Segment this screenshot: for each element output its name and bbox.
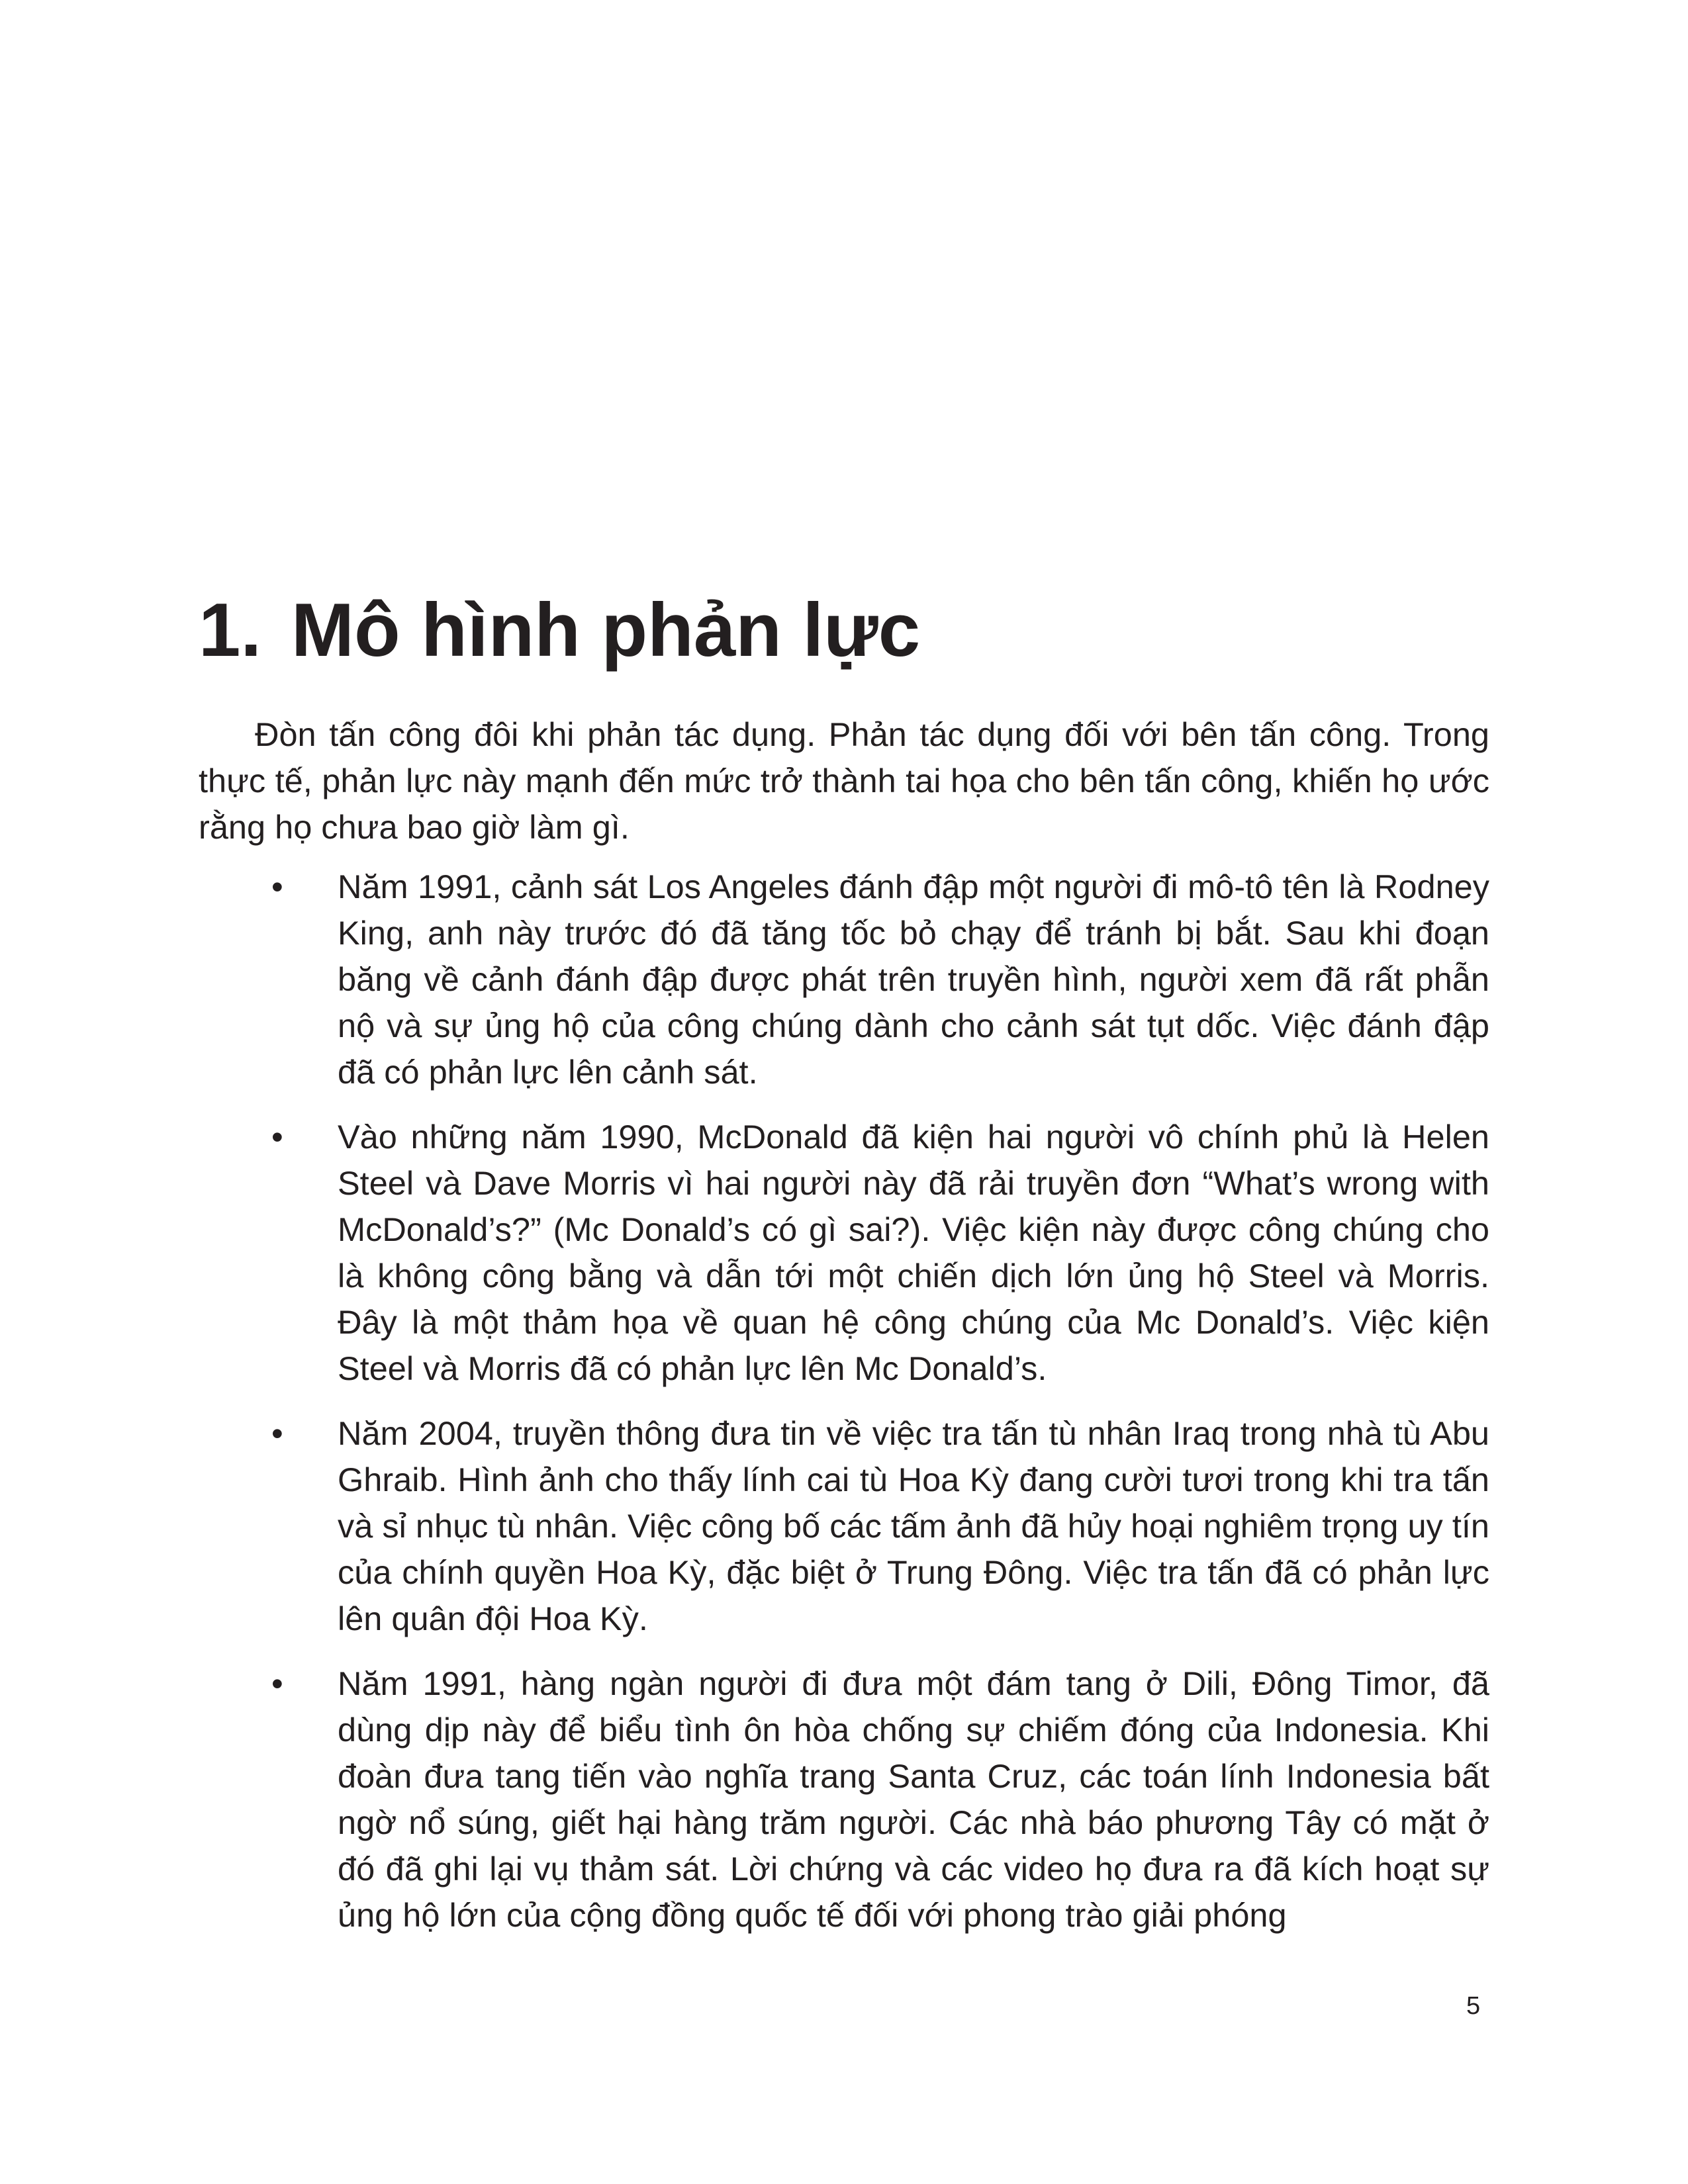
chapter-number: 1. bbox=[199, 588, 262, 672]
bullet-marker: • bbox=[271, 1664, 283, 1702]
bullet-item-2 bbox=[199, 1114, 1489, 1392]
bullet-marker: • bbox=[271, 1414, 283, 1452]
bullet-text-4: Năm 1991, hàng ngàn người đi đưa một đám tang ở Dili, Đông Timor, đã dùng dịp này để biểu tình ôn hòa chống sự chiếm đóng của Indonesia. Khi đoàn đưa tang tiến vào nghĩa trang Santa Cruz, các toán lính Indonesia bất ngờ nổ súng, giết hại hàng trăm người. Các nhà báo phương Tây có mặt ở đó đã ghi lại vụ thảm sát. Lời chứng và các video họ đưa ra đã kích hoạt sự ủng hộ lớn của cộng đồng quốc tế đối với phong trào giải phóng bbox=[338, 1664, 1489, 1934]
bullet-item-1 bbox=[199, 864, 1489, 1095]
bullet-text-1: Năm 1991, cảnh sát Los Angeles đánh đập một người đi mô-tô tên là Rodney King, anh này trước đó đã tăng tốc bỏ chạy để tránh bị bắt. Sau khi đoạn băng về cảnh đánh đập được phát trên truyền hình, người xem đã rất phẫn nộ và sự ủng hộ của công chúng dành cho cảnh sát tụt dốc. Việc đánh đập đã có phản lực lên cảnh sát. bbox=[338, 868, 1489, 1091]
bullet-list bbox=[199, 864, 1489, 1957]
chapter-title bbox=[199, 589, 920, 672]
chapter-title-text: Mô hình phản lực bbox=[291, 588, 921, 672]
bullet-item-4 bbox=[199, 1661, 1489, 1938]
bullet-marker: • bbox=[271, 1118, 283, 1156]
bullet-marker: • bbox=[271, 868, 283, 905]
bullet-text-2: Vào những năm 1990, McDonald đã kiện hai người vô chính phủ là Helen Steel và Dave Morris vì hai người này đã rải truyền đơn “What’s wrong with McDonald’s?” (Mc Donald’s có gì sai?). Việc kiện này được công chúng cho là không công bằng và dẫn tới một chiến dịch lớn ủng hộ Steel và Morris. Đây là một thảm họa về quan hệ công chúng của Mc Donald’s. Việc kiện Steel và Morris đã có phản lực lên Mc Donald’s. bbox=[338, 1118, 1489, 1387]
bullet-text-3: Năm 2004, truyền thông đưa tin về việc tra tấn tù nhân Iraq trong nhà tù Abu Ghraib. Hình ảnh cho thấy lính cai tù Hoa Kỳ đang cười tươi trong khi tra tấn và sỉ nhục tù nhân. Việc công bố các tấm ảnh đã hủy hoại nghiêm trọng uy tín của chính quyền Hoa Kỳ, đặc biệt ở Trung Đông. Việc tra tấn đã có phản lực lên quân đội Hoa Kỳ. bbox=[338, 1414, 1489, 1637]
intro-paragraph: Đòn tấn công đôi khi phản tác dụng. Phản tác dụng đối với bên tấn công. Trong thực tế, phản lực này mạnh đến mức trở thành tai họa cho bên tấn công, khiến họ ước rằng họ chưa bao giờ làm gì. bbox=[199, 715, 1489, 846]
page-number: 5 bbox=[1466, 1992, 1481, 2020]
bullet-item-3 bbox=[199, 1410, 1489, 1642]
